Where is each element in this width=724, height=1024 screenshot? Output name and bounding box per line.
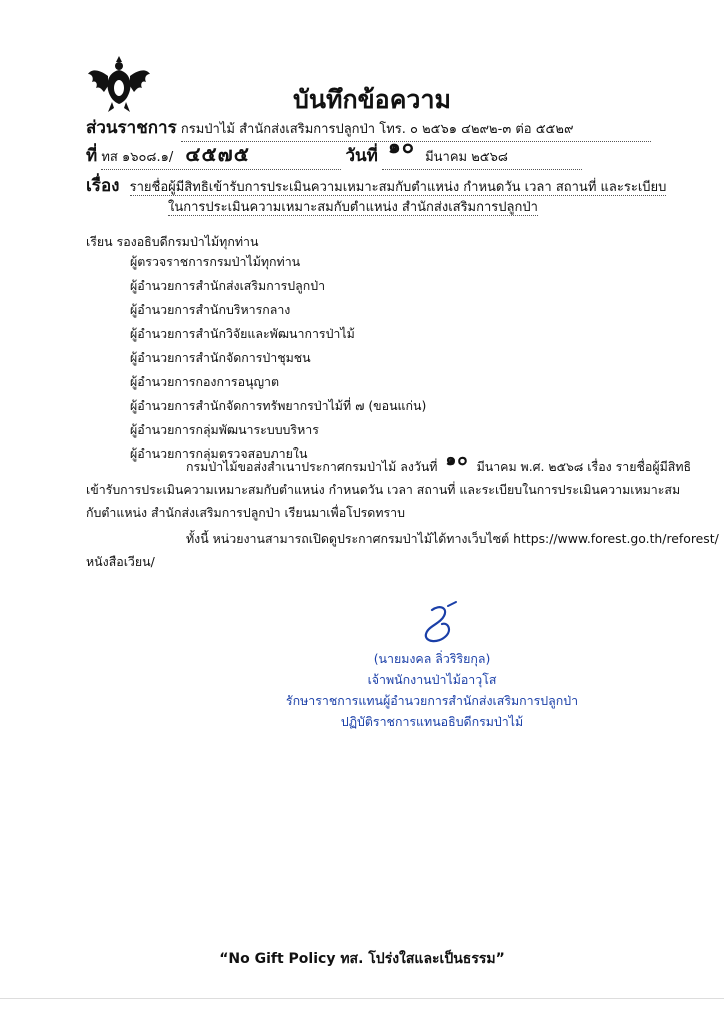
recipient-item: ผู้อำนวยการกลุ่มตรวจสอบภายใน xyxy=(130,446,308,461)
signer-acting-line-2: ปฏิบัติราชการแทนอธิบดีกรมป่าไม้ xyxy=(340,714,524,729)
ref-field xyxy=(101,143,341,170)
subject-row xyxy=(86,175,666,199)
agency-value: กรมป่าไม้ สำนักส่งเสริมการปลูกป่า โทร. ๐ ๒๕๖๑ ๔๒๙๒-๓ ต่อ ๕๕๒๙ xyxy=(181,119,651,142)
bottom-divider xyxy=(0,998,724,999)
ref-number: ๔๕๗๕ xyxy=(185,142,250,166)
subject-row-2 xyxy=(168,197,538,219)
ref-prefix: ทส ๑๖๐๘.๑/ xyxy=(101,150,174,165)
recipient-item: ผู้อำนวยการสำนักบริหารกลาง xyxy=(130,302,291,317)
body-p2-line2: หนังสือเวียน/ xyxy=(86,554,155,569)
date-day: ๑๐ xyxy=(388,134,415,158)
signer-acting-line-1: รักษาราชการแทนผู้อำนวยการสำนักส่งเสริมการปลูกป่า xyxy=(285,693,579,708)
recipient-item: ผู้อำนวยการสำนักจัดการป่าชุมชน xyxy=(130,350,311,365)
recipient-item: ผู้อำนวยการสำนักส่งเสริมการปลูกป่า xyxy=(130,278,326,293)
memo-title: บันทึกข้อความ xyxy=(293,85,451,114)
agency-row xyxy=(86,117,661,142)
ref-date-row xyxy=(86,134,661,170)
handwritten-signature-icon xyxy=(418,600,468,648)
recipient-item: ผู้อำนวยการสำนักวิจัยและพัฒนาการป่าไม้ xyxy=(130,326,355,341)
body-p2-line1: ทั้งนี้ หน่วยงานสามารถเปิดดูประกาศกรมป่าไม้ได้ทางเว็บไซต์ https://www.forest.go.th/reforest/ xyxy=(186,531,719,546)
signer-name: (นายมงคล ลิ่วริริยกุล) xyxy=(373,651,491,666)
subject-line-2: ในการประเมินความเหมาะสมกับตำแหน่ง สำนักส่งเสริมการปลูกป่า xyxy=(168,200,538,215)
footer-slogan: “No Gift Policy ทส. โปร่งใสและเป็นธรรม” xyxy=(219,951,505,967)
subject-line-1: รายชื่อผู้มีสิทธิเข้ารับการประเมินความเหมาะสมกับตำแหน่ง กำหนดวัน เวลา สถานที่ และระเบียบ xyxy=(129,180,667,195)
date-rest: มีนาคม ๒๕๖๘ xyxy=(425,150,508,165)
salutation: เรียน รองอธิบดีกรมป่าไม้ทุกท่าน xyxy=(86,234,259,249)
body-p1-day: ๑๐ xyxy=(445,450,469,470)
recipient-item: ผู้อำนวยการกลุ่มพัฒนาระบบบริหาร xyxy=(130,422,319,437)
recipient-item: ผู้อำนวยการสำนักจัดการทรัพยากรป่าไม้ที่ ๗ (ขอนแก่น) xyxy=(130,398,427,413)
body-p1-line2: เข้ารับการประเมินความเหมาะสมกับตำแหน่ง กำหนดวัน เวลา สถานที่ และระเบียบในการประเมินความเหมาะสม xyxy=(86,482,681,497)
date-field xyxy=(382,134,582,170)
signer-position: เจ้าพนักงานป่าไม้อาวุโส xyxy=(367,672,497,687)
recipient-item: ผู้ตรวจราชการกรมป่าไม้ทุกท่าน xyxy=(130,254,301,269)
recipient-item: ผู้อำนวยการกองการอนุญาต xyxy=(130,374,280,389)
body-p1-line3: กับตำแหน่ง สำนักส่งเสริมการปลูกป่า เรียนมาเพื่อโปรดทราบ xyxy=(86,505,406,520)
date-label: วันที่ xyxy=(345,146,378,166)
body-p1-text-b: มีนาคม พ.ศ. ๒๕๖๘ เรื่อง รายชื่อผู้มีสิทธิ xyxy=(476,459,692,474)
ref-label: ที่ xyxy=(86,146,98,166)
subject-label: เรื่อง xyxy=(86,176,120,196)
body-p1-text-a: กรมป่าไม้ขอส่งสำเนาประกาศกรมป่าไม้ ลงวันที่ xyxy=(186,459,438,474)
agency-label: ส่วนราชการ xyxy=(86,118,177,138)
